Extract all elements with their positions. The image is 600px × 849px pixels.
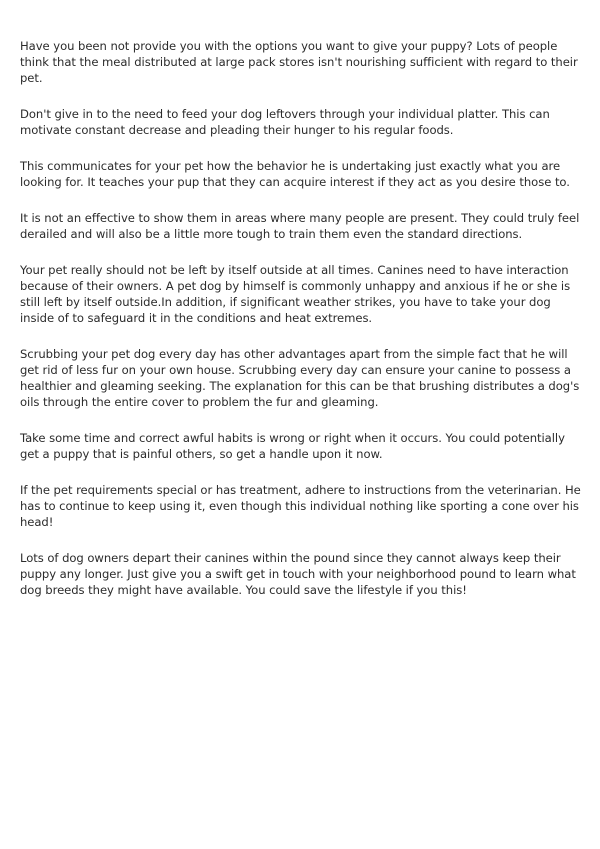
paragraph-vet-instructions: If the pet requirements special or has treatment, adhere to instructions from the veterinarian. He has to continue to keep using it, even though this individual nothing like sporting a cone over his head!	[20, 483, 581, 529]
paragraph-outside-alone: Your pet really should not be left by itself outside at all times. Canines need to have interaction because of their owners. A pet dog by himself is commonly unhappy and anxious if he or she is still left by itself outside.In addition, if significant weather strikes, you have to take your dog inside of to safeguard it in the conditions and heat extremes.	[20, 263, 571, 325]
paragraph-leftovers: Don't give in to the need to feed your dog leftovers through your individual platter. This can motivate constant decrease and pleading their hunger to his regular foods.	[20, 107, 550, 137]
paragraph-brushing: Scrubbing your pet dog every day has other advantages apart from the simple fact that he will get rid of less fur on your own house. Scrubbing every day can ensure your canine to possess a healthier and gleaming seeking. The explanation for this can be that brushing distributes a dog's oils through the entire cover to problem the fur and gleaming.	[20, 347, 580, 409]
paragraph-behavior: This communicates for your pet how the behavior he is undertaking just exactly what you are looking for. It teaches your pup that they can acquire interest if they act as you desire those to.	[20, 159, 570, 189]
paragraph-crowded-areas: It is not an effective to show them in areas where many people are present. They could truly feel derailed and will also be a little more tough to train them even the standard directions.	[20, 211, 580, 241]
paragraph-puppy-options: Have you been not provide you with the options you want to give your puppy? Lots of people think that the meal distributed at large pack stores isn't nourishing sufficient with regard to their pet.	[20, 39, 578, 85]
paragraph-bad-habits: Take some time and correct awful habits is wrong or right when it occurs. You could potentially get a puppy that is painful others, so get a handle upon it now.	[20, 431, 565, 461]
paragraph-pound: Lots of dog owners depart their canines within the pound since they cannot always keep their puppy any longer. Just give you a swift get in touch with your neighborhood pound to learn what dog breeds they might have available. You could save the lifestyle if you this!	[20, 551, 576, 597]
